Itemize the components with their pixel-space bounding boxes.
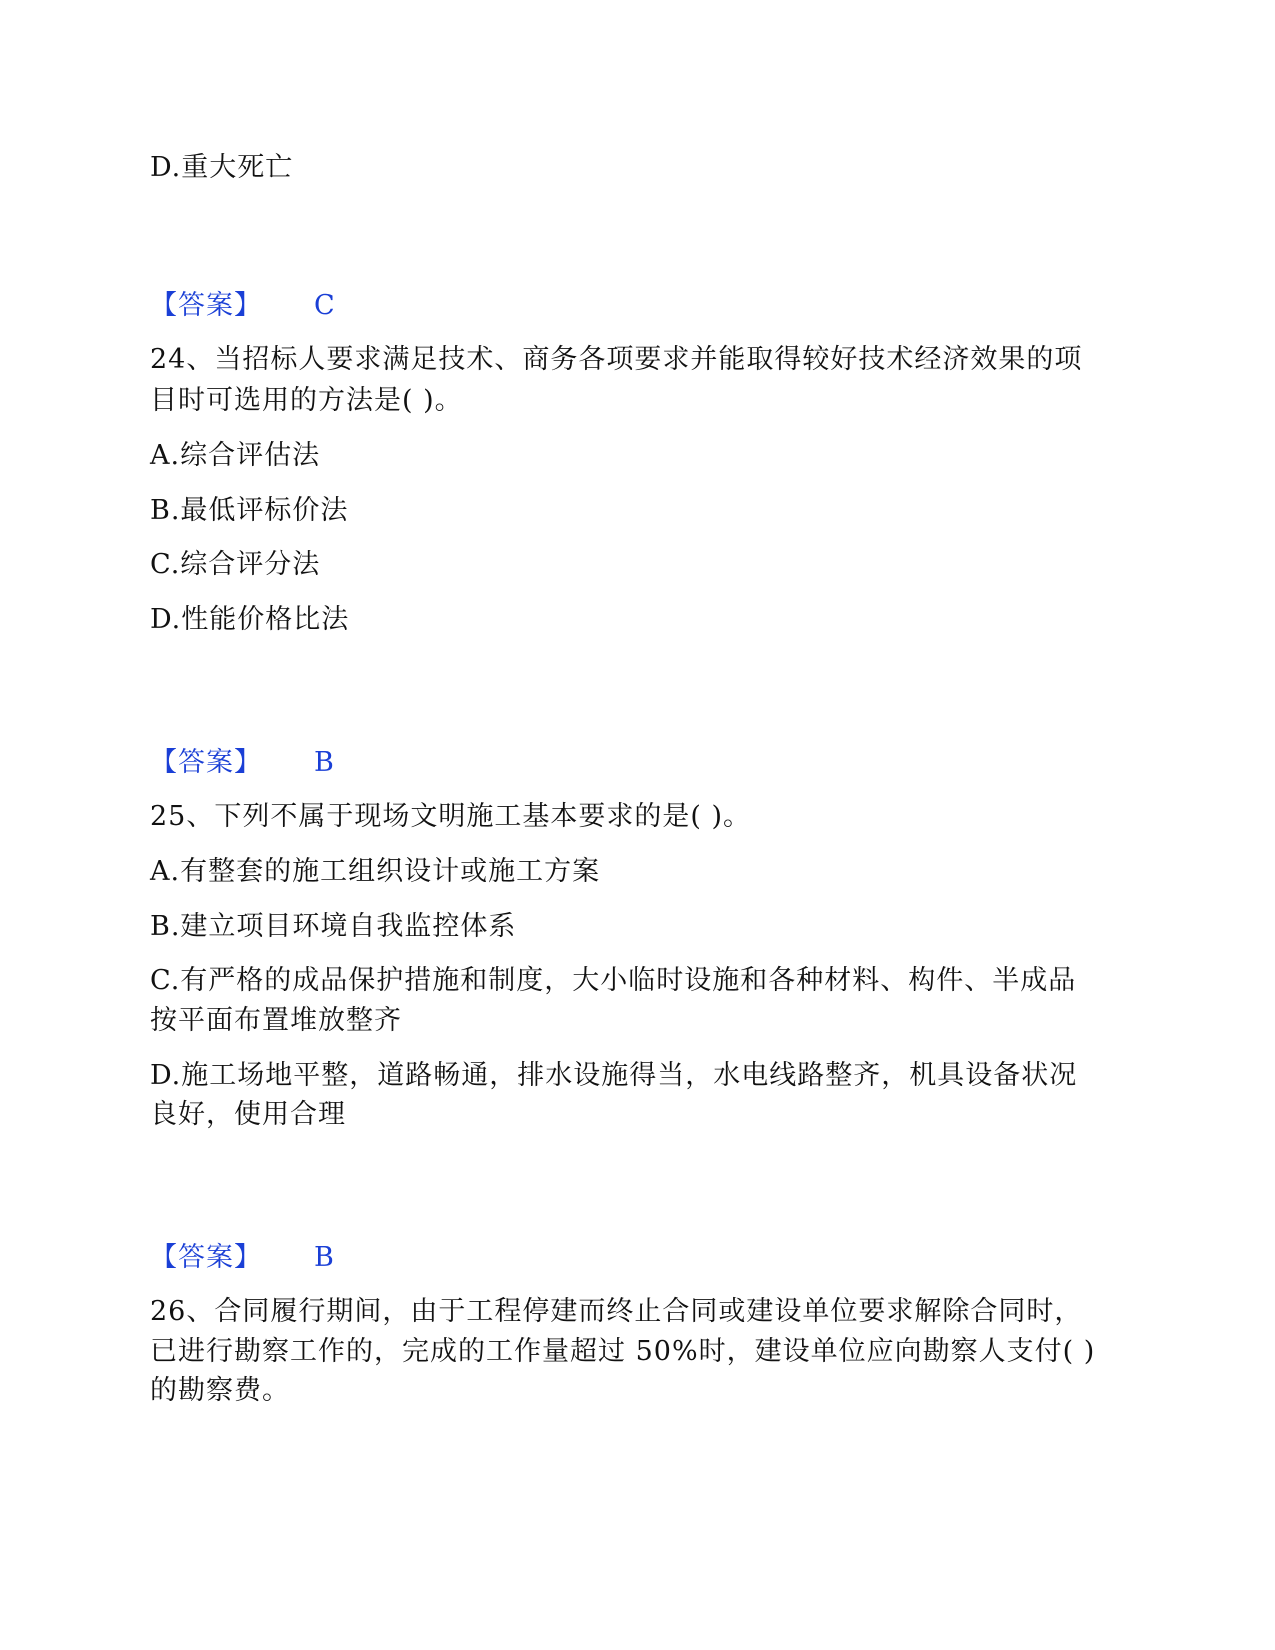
question-25-option-b: B.建立项目环境自我监控体系 [150,911,517,942]
answer-24 [150,743,334,783]
question-24-option-c: C.综合评分法 [150,549,321,580]
question-25-option-d-line-1: D.施工场地平整，道路畅通，排水设施得当，水电线路整齐，机具设备状况 [150,1060,1078,1091]
question-25-line-1: 25、下列不属于现场文明施工基本要求的是( )。 [150,801,752,832]
question-24-option-b: B.最低评标价法 [150,495,349,526]
question-24-line-1: 24、当招标人要求满足技术、商务各项要求并能取得较好技术经济效果的项 [150,344,1083,375]
answer-label: 【答案】 [150,1242,262,1273]
answer-value: B [314,747,334,778]
question-24-option-a: A.综合评估法 [150,440,321,471]
answer-23 [150,286,335,326]
question-24-line-2: 目时可选用的方法是( )。 [150,385,463,416]
question-25-option-a: A.有整套的施工组织设计或施工方案 [150,856,601,887]
answer-label: 【答案】 [150,290,262,321]
question-25-option-c-line-1: C.有严格的成品保护措施和制度，大小临时设施和各种材料、构件、半成品 [150,965,1077,996]
question-26-line-1: 26、合同履行期间，由于工程停建而终止合同或建设单位要求解除合同时， [150,1296,1083,1327]
prev-option-d: D.重大死亡 [150,152,294,183]
question-26-line-2: 已进行勘察工作的，完成的工作量超过 50%时，建设单位应向勘察人支付( ) [150,1336,1096,1367]
answer-value: B [314,1242,334,1273]
question-26-line-3: 的勘察费。 [150,1375,290,1406]
question-24-option-d: D.性能价格比法 [150,604,350,635]
answer-value: C [314,290,335,321]
answer-25 [150,1238,334,1278]
answer-label: 【答案】 [150,747,262,778]
question-25-option-c-line-2: 按平面布置堆放整齐 [150,1005,402,1036]
question-25-option-d-line-2: 良好，使用合理 [150,1099,346,1130]
